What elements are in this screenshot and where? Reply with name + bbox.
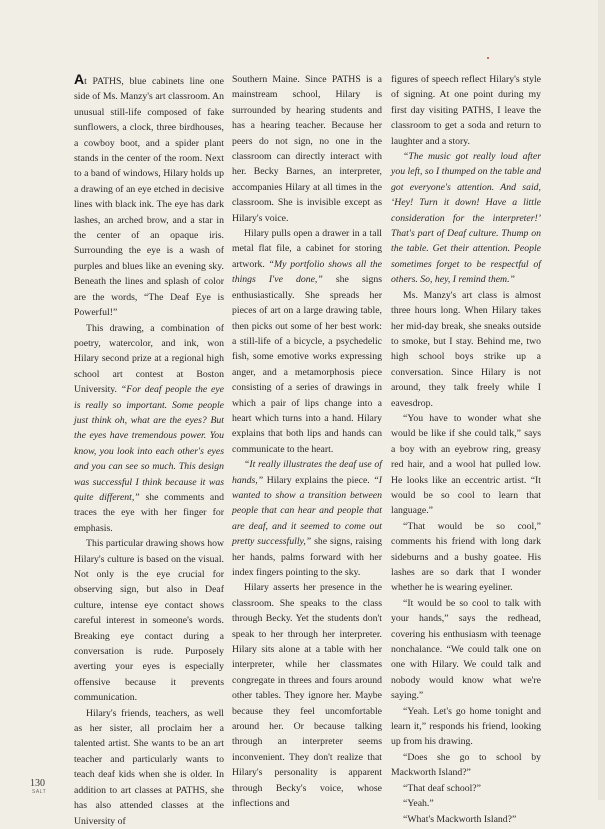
quote: “It really illustrates the deaf use of hands,” xyxy=(232,459,382,486)
text-column-2 xyxy=(232,72,382,812)
paragraph: “It would be so cool to talk with your hands,” says the redhead, covering his enthusiasm with teenage nonchalance. “We could talk one on one with Hilary. We could talk and nobody would know what we're saying.” xyxy=(391,597,541,702)
text-column-3 xyxy=(391,72,541,827)
paragraph: This drawing, a combination of poetry, watercolor, and ink, won Hilary second prize at a regional high school art contest at Boston University. “For deaf people the eye is really so important. Some people just think oh, what are the eyes? But the eyes have tremendous power. You know, you look into each other's eyes and you can see so much. This design was successful I think because it was quite different,” she comments and traces the eye with her finger for emphasis. xyxy=(74,322,225,534)
paragraph: “You have to wonder what she would be like if she could talk,” says a boy with an eyebrow ring, greasy red hair, and a wool hat pulled low. He looks like an eccentric artist. “It would be so cool to learn that language.” xyxy=(391,412,541,517)
paragraph: “Yeah. Let's go home tonight and learn it,” responds his friend, looking up from his drawing. xyxy=(391,705,541,748)
paragraph: “It really illustrates the deaf use of hands,” Hilary explains the piece. “I wanted to show a transition between people that can hear and people that are deaf, and it seemed to come out pretty successfully,” she signs, raising her hands, palms forward with her index fingers pointing to the sky. xyxy=(232,459,382,578)
paragraph: This particular drawing shows how Hilary's culture is based on the visual. Not only is the eye crucial for observing sign, but also in Deaf culture, intense eye contact shows careful interest in someone's words. Breaking eye contact during a conversation is rude. Purposely averting your eyes is especially offensive because it prevents communication. xyxy=(74,538,224,704)
page-number: 130 xyxy=(30,778,45,789)
paragraph: Southern Maine. Since PATHS is a mainstream school, Hilary is surrounded by hearing students and has a hearing teacher. Because her peers do not sign, no one in the classroom can directly interact with her. Becky Barnes, an interpreter, accompanies Hilary at all times in the classroom. She is invisible except as Hilary's voice. xyxy=(232,74,382,224)
paragraph: “That would be so cool,” comments his friend with long dark sideburns and a bushy goatee. His lashes are so dark that I wonder whether he is wearing eyeliner. xyxy=(391,520,541,594)
paragraph: Hilary asserts her presence in the classroom. She speaks to the class through Becky. Yet the students don't speak to her through her interpreter. Hilary sits alone at a table with her interpreter, while her classmates congregate in threes and fours around other tables. They ignore her. Maybe because they feel uncomfortable around her. Or because talking through an interpreter seems inconvenient. They don't realize that Hilary's personality is apparent through Becky's voice, whose inflections and xyxy=(232,582,382,810)
paragraph: At PATHS, blue cabinets line one side of Ms. Manzy's art classroom. An unusual still-life composed of fake sunflowers, a clock, three birdhouses, a cowboy boot, and a spider plant stands in the center of the room. Next to a band of windows, Hilary holds up a drawing of an eye etched in decisive lines with black ink. The eye has dark lashes, an arched brow, and a star in the center of an opaque iris. Surrounding the eye is a wash of purples and blues like an evening sky. Beneath the lines and splash of color are the words, “The Deaf Eye is Powerful!” xyxy=(74,71,224,319)
paragraph: “Does she go to school by Mackworth Island?” xyxy=(391,751,541,779)
quote-paragraph: “The music got really loud after you left, so I thumped on the table and got everyone's attention. And said, ‘Hey! Turn it down! Have a little consideration for the interpreter!’ That's part of Deaf culture. Thump on the table. Get their attention. People sometimes forget to be respectful of others. So, hey, I remind them.” xyxy=(391,151,541,286)
page-edge xyxy=(598,0,605,800)
quote: “I wanted to show a transition between people that can hear and people that are deaf, and it seemed to come out pretty successfully,” xyxy=(232,474,382,548)
paragraph: “Yeah.” xyxy=(403,798,434,810)
ink-speck xyxy=(487,57,489,59)
paragraph: Hilary's friends, teachers, as well as her sister, all proclaim her a talented artist. She wants to be an art teacher and particularly wants to teach deaf kids when she is older. In addition to art classes at PATHS, she has also attended classes at the University of xyxy=(74,707,224,827)
quote: “My portfolio shows all the things I've done,” xyxy=(232,258,382,286)
paragraph: “What's Mackworth Island?” xyxy=(403,813,517,825)
quote: “For deaf people the eye is really so important. Some people just think oh, what are the eyes? But the eyes have tremendous power. You know, you look into each other's eyes and you can see so much. This design was successful I think because it was quite different,” xyxy=(74,384,225,503)
text-column-1 xyxy=(74,72,224,829)
drop-cap: A xyxy=(74,71,85,87)
folio-label: SALT xyxy=(32,789,47,795)
paragraph: figures of speech reflect Hilary's style of signing. At one point during my first day visiting PATHS, I leave the classroom to get a soda and return to laughter and a story. xyxy=(391,74,541,147)
paragraph: “That deaf school?” xyxy=(403,782,481,794)
paragraph: Hilary pulls open a drawer in a tall metal flat file, a cabinet for storing artwork. “My portfolio shows all the things I've done,” she signs enthusiastically. She spreads her pieces of art on a large drawing table, then picks out some of her best work: a still-life of a bicycle, a psychedelic fish, some emotive works expressing anger, and a metamorphosis piece consisting of a series of drawings in which a pair of lips change into a heart which turns into a hand. Hilary explains that both lips and hands can communicate to the heart. xyxy=(232,228,382,455)
paragraph: Ms. Manzy's art class is almost three hours long. When Hilary takes her mid-day break, she sneaks outside to smoke, but I stay. Behind me, two high school boys strike up a conversation. Since Hilary is not around, they talk freely while I eavesdrop. xyxy=(391,289,541,409)
